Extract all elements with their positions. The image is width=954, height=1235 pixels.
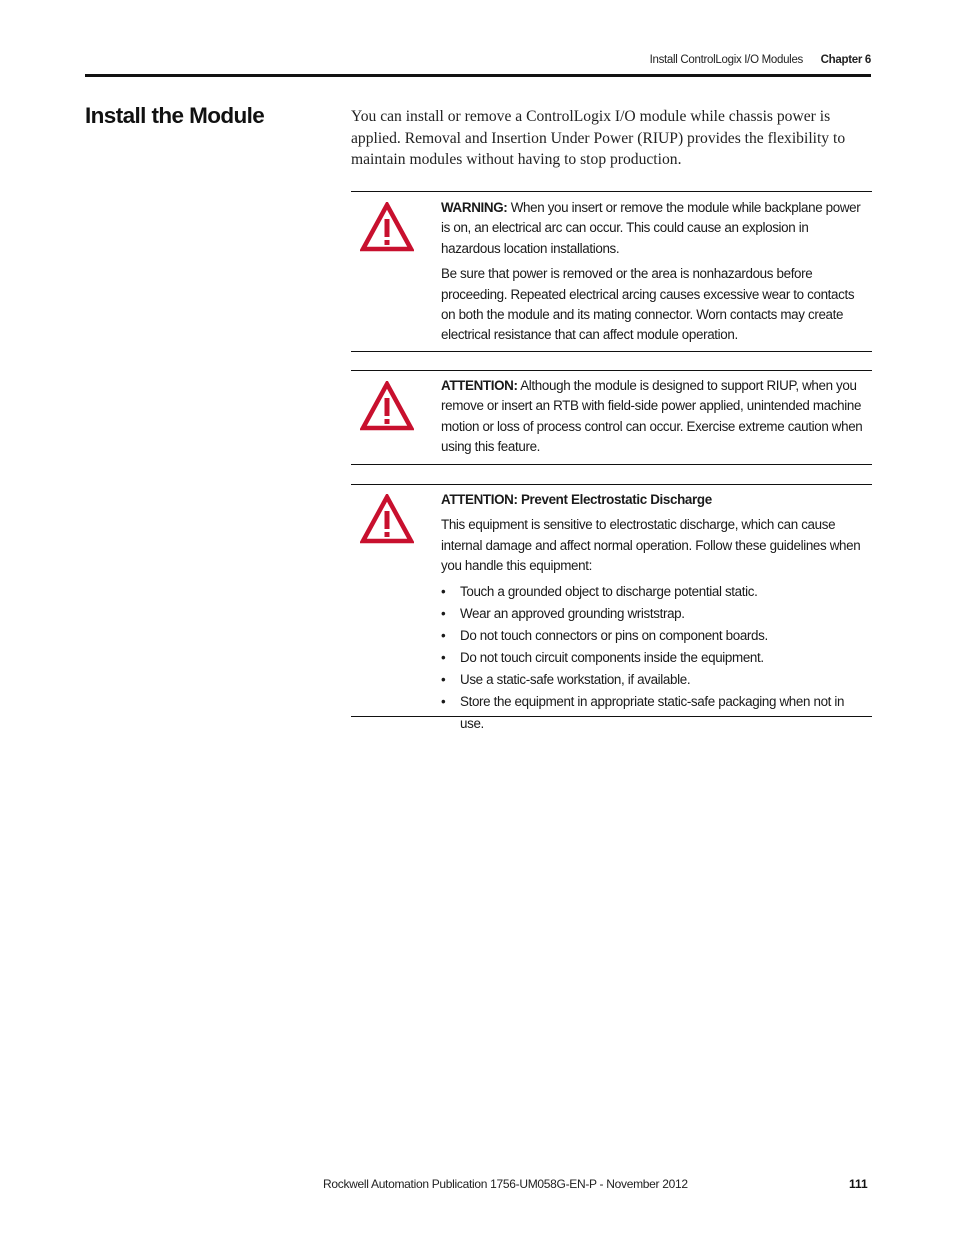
list-item: • Do not touch circuit components inside the equipment. — [441, 647, 864, 669]
attention-triangle-icon — [360, 381, 414, 431]
esd-content — [441, 490, 864, 735]
footer-page-number: 111 — [849, 1177, 868, 1191]
attention-content — [441, 376, 864, 458]
header-title: Install ControlLogix I/O Modules — [649, 54, 803, 66]
warning-content — [441, 198, 864, 346]
bullet-icon: • — [441, 649, 446, 665]
section-heading: Install the Module — [85, 103, 265, 128]
list-item: • Store the equipment in appropriate static-safe packaging when not in use. — [441, 691, 864, 735]
bullet-icon: • — [441, 583, 446, 599]
warning-notice — [351, 191, 872, 352]
intro-paragraph: You can install or remove a ControlLogix I/O module while chassis power is applied. Removal and Insertion Under Power (RIUP) provides the flexibility to maintain modules without having to stop production. — [351, 108, 846, 168]
list-item: • Use a static-safe workstation, if available. — [441, 669, 864, 691]
bullet-icon: • — [441, 605, 446, 621]
header-chapter: Chapter 6 — [820, 54, 871, 66]
attention-body: Although the module is designed to support RIUP, when you remove or insert an RTB with field-side power applied, unintended machine motion or loss of process control can occur. Exercise extreme caution when using this feature. — [441, 378, 863, 455]
esd-text: This equipment is sensitive to electrostatic discharge, which can cause internal damage and affect normal operation. Follow these guidelines when you handle this equipment: — [441, 517, 861, 574]
bullet-icon: • — [441, 627, 446, 643]
bullet-icon: • — [441, 693, 446, 709]
warning-text-2: Be sure that power is removed or the area is nonhazardous before proceeding. Repeated electrical arcing causes excessive wear to contacts on both the module and its mating connector. Worn contacts may create electrical resistance that can affect module operation. — [441, 266, 855, 343]
warning-triangle-icon — [360, 202, 414, 252]
header-rule — [85, 74, 871, 77]
warning-text — [441, 198, 864, 259]
esd-attention-notice — [351, 484, 872, 731]
running-header — [85, 50, 871, 70]
attention-label: ATTENTION: — [441, 378, 518, 393]
esd-guidelines-list — [441, 581, 864, 735]
footer-publication: Rockwell Automation Publication 1756-UM058G-EN-P - November 2012 — [323, 1177, 688, 1191]
attention-triangle-icon — [360, 494, 414, 544]
warning-label: WARNING: — [441, 200, 508, 215]
list-item: • Wear an approved grounding wriststrap. — [441, 603, 864, 625]
bullet-icon: • — [441, 671, 446, 687]
attention-text — [441, 376, 864, 458]
warning-body: When you insert or remove the module while backplane power is on, an electrical arc can occur. This could cause an explosion in hazardous location installations. — [441, 200, 861, 256]
esd-label: ATTENTION: Prevent Electrostatic Discharge — [441, 492, 712, 507]
list-item: • Do not touch connectors or pins on component boards. — [441, 625, 864, 647]
list-item: • Touch a grounded object to discharge potential static. — [441, 581, 864, 603]
attention-notice — [351, 370, 872, 465]
